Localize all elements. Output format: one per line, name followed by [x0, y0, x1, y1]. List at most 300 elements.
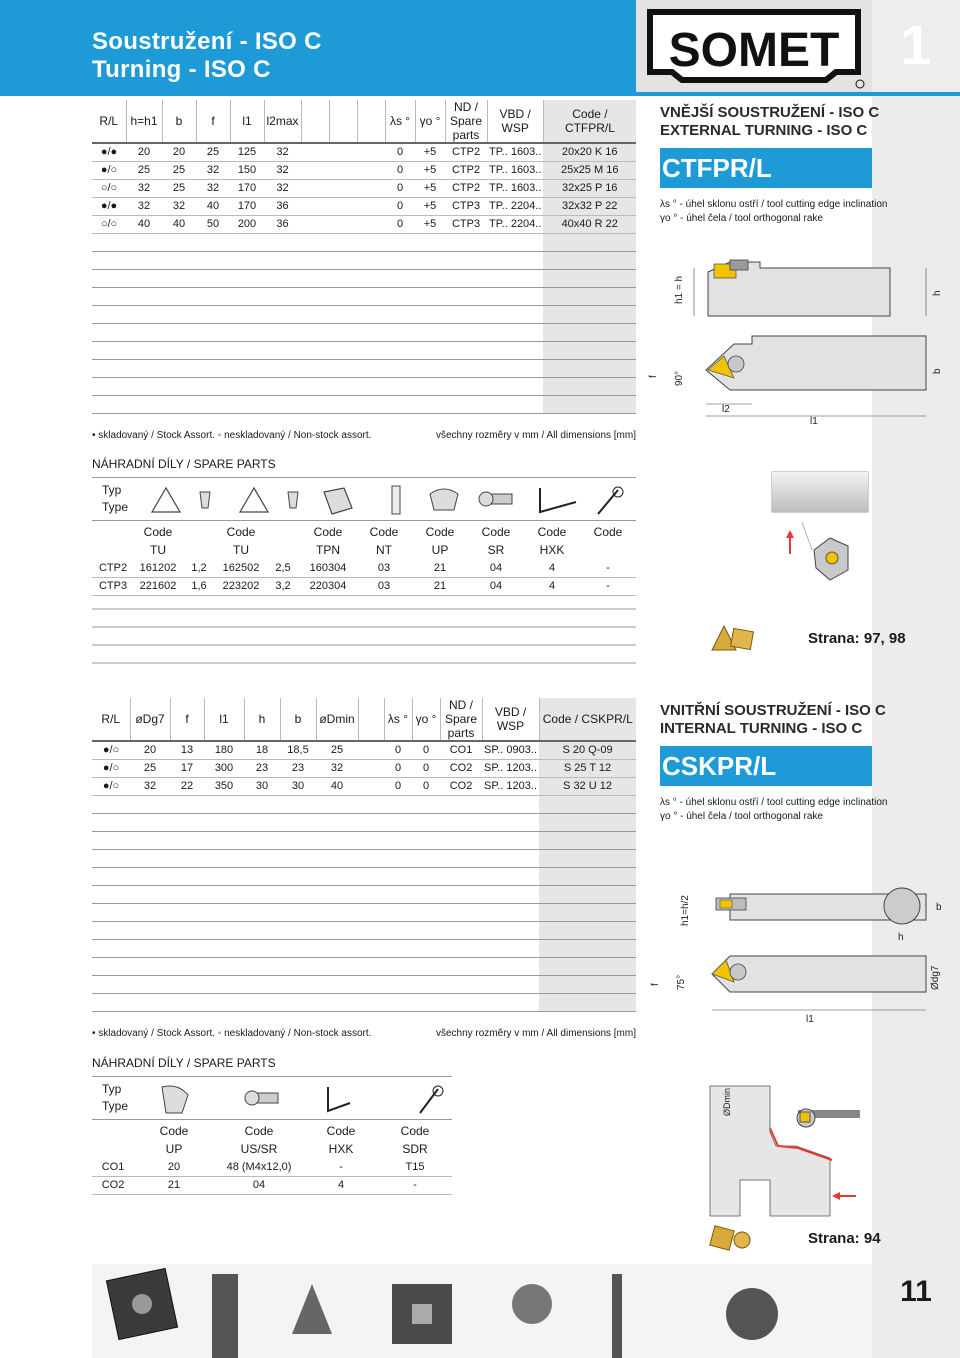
- cell: [357, 161, 385, 179]
- insert-reference-icon: [706, 1222, 766, 1256]
- internal-tool-drawing: [650, 860, 950, 1026]
- label-b: b: [936, 902, 942, 913]
- label-h: h: [898, 932, 904, 943]
- empty-row: [92, 251, 636, 269]
- cell: 350: [204, 777, 244, 795]
- page-ref-2: Strana: 94: [808, 1230, 881, 1247]
- cell: S 32 U 12: [539, 777, 636, 795]
- cell: 1,6: [182, 577, 216, 595]
- product-code: CSKPR/L: [660, 746, 872, 786]
- empty-row: [92, 939, 636, 957]
- col-insert: VBD / WSP: [482, 698, 539, 741]
- parts-col-code: Code: [244, 1124, 274, 1138]
- type-label-cz: Typ: [102, 1082, 122, 1096]
- cell: 0: [385, 161, 415, 179]
- cell: 04: [468, 559, 524, 577]
- cell: TP.. 1603..: [487, 161, 543, 179]
- col-spare-parts: ND / Spare parts: [445, 100, 487, 143]
- cell: S 20 Q-09: [539, 741, 636, 759]
- cell: CO1: [440, 741, 482, 759]
- cell: 25: [162, 179, 196, 197]
- parts-col-code: Code: [537, 525, 567, 539]
- brand-logo: [636, 0, 872, 92]
- cell: [329, 197, 357, 215]
- cell: 25: [162, 161, 196, 179]
- cell: [358, 777, 384, 795]
- type-label-cz: Typ: [102, 483, 122, 497]
- label-d: Ødg7: [930, 965, 941, 990]
- cell: 23: [280, 759, 316, 777]
- cell: 40: [316, 777, 358, 795]
- cell: 21: [134, 1176, 214, 1194]
- gamma-desc: γo ° - úhel čela / tool orthogonal rake: [660, 213, 823, 224]
- lambda-desc: λs ° - úhel sklonu ostří / tool cutting edge inclination: [660, 199, 888, 210]
- cell: 200: [230, 215, 264, 233]
- cell: [301, 215, 329, 233]
- product-photo-strip: [92, 1264, 872, 1358]
- table-row: [92, 1176, 452, 1194]
- col-f: f: [196, 100, 230, 143]
- external-application-drawing: [760, 470, 880, 600]
- cell: ○/○: [92, 215, 126, 233]
- label-b: b: [932, 368, 943, 374]
- parts-col-code: Code: [593, 525, 623, 539]
- table-row: [92, 559, 636, 577]
- parts-empty-lines: [92, 608, 636, 674]
- screwdriver-icon: [598, 490, 618, 514]
- cell: 32: [264, 143, 301, 161]
- header-stripe: [0, 92, 960, 96]
- cell: [301, 143, 329, 161]
- cell: 23: [244, 759, 280, 777]
- col-l1: l1: [204, 698, 244, 741]
- page-ref-1: Strana: 97, 98: [808, 630, 906, 647]
- cell: 221602: [134, 577, 182, 595]
- cell: SP.. 1203..: [482, 759, 539, 777]
- col-h: h: [244, 698, 280, 741]
- section-title-cz: VNĚJŠÍ SOUSTRUŽENÍ - ISO C: [660, 104, 880, 121]
- parts-col-code: Code: [143, 525, 173, 539]
- col-f: f: [170, 698, 204, 741]
- cell: 18,5: [280, 741, 316, 759]
- table-row: [92, 1158, 452, 1176]
- parts-col-code: Code: [226, 525, 256, 539]
- page-number: 11: [900, 1275, 932, 1308]
- cell: 150: [230, 161, 264, 179]
- cell: 25: [196, 143, 230, 161]
- section-title-en: INTERNAL TURNING - ISO C: [660, 720, 863, 737]
- clamp-icon: [162, 1086, 188, 1113]
- empty-row: [92, 269, 636, 287]
- cell: [357, 143, 385, 161]
- stock-legend: • skladovaný / Stock Assort. ◦ neskladovaný / Non-stock assort.: [92, 1028, 372, 1039]
- cell: 22: [170, 777, 204, 795]
- cell: 32: [196, 161, 230, 179]
- table-row: [92, 741, 636, 759]
- col-d: øDg7: [130, 698, 170, 741]
- cell: 20: [162, 143, 196, 161]
- label-l2: l2: [722, 404, 730, 415]
- parts-col-code: Code: [326, 1124, 356, 1138]
- cell: +5: [415, 179, 445, 197]
- parts-col-code: Code: [313, 525, 343, 539]
- parts-col-type: UP: [165, 1142, 183, 1156]
- cell: 36: [264, 215, 301, 233]
- cell: 40: [196, 197, 230, 215]
- hex-key-icon: [540, 488, 576, 512]
- cell: 36: [264, 197, 301, 215]
- empty-row: [92, 849, 636, 867]
- cell: SP.. 0903..: [482, 741, 539, 759]
- cell: [301, 161, 329, 179]
- lambda-desc: λs ° - úhel sklonu ostří / tool cutting edge inclination: [660, 797, 888, 808]
- cell: ○/○: [92, 179, 126, 197]
- cell: 32: [264, 179, 301, 197]
- cell: TP.. 1603..: [487, 179, 543, 197]
- col-b: b: [162, 100, 196, 143]
- type-label-en: Type: [102, 500, 129, 514]
- col-b: b: [280, 698, 316, 741]
- parts-icons-strip: [92, 478, 636, 522]
- external-info: [660, 104, 887, 226]
- col-lambda: λs °: [384, 698, 412, 741]
- empty-row: [92, 921, 636, 939]
- insert-reference-icon: [706, 620, 766, 654]
- parts-col-type: HXK: [328, 1142, 354, 1156]
- cell: 30: [280, 777, 316, 795]
- cell: +5: [415, 143, 445, 161]
- cell: CO2: [92, 1176, 134, 1194]
- cell: CTP3: [92, 577, 134, 595]
- cell: CTP2: [92, 559, 134, 577]
- cell: 3,2: [266, 577, 300, 595]
- col-dmin: øDmin: [316, 698, 358, 741]
- cell: 48 (M4x12,0): [214, 1158, 304, 1176]
- cell: [357, 179, 385, 197]
- parts-col-code: Code: [481, 525, 511, 539]
- cell: [358, 741, 384, 759]
- col-empty: [358, 698, 384, 741]
- cell: CTP3: [445, 215, 487, 233]
- cell: 21: [412, 577, 468, 595]
- cell: 160304: [300, 559, 356, 577]
- empty-row: [92, 287, 636, 305]
- empty-row: [92, 377, 636, 395]
- external-turning-table: [92, 100, 636, 414]
- cell: 0: [412, 759, 440, 777]
- cell: 0: [412, 777, 440, 795]
- cell: 25: [130, 759, 170, 777]
- cell: ●/○: [92, 161, 126, 179]
- cell: [301, 197, 329, 215]
- cell: 1,2: [182, 559, 216, 577]
- cell: +5: [415, 197, 445, 215]
- gamma-desc: γo ° - úhel čela / tool orthogonal rake: [660, 811, 823, 822]
- cell: +5: [415, 215, 445, 233]
- spare-parts-title: NÁHRADNÍ DÍLY / SPARE PARTS: [92, 457, 276, 471]
- table-row: [92, 161, 636, 179]
- empty-row: [92, 831, 636, 849]
- internal-application-drawing: [700, 1076, 872, 1216]
- cell: 25x25 M 16: [543, 161, 636, 179]
- cell: 161202: [134, 559, 182, 577]
- parts-col-code: Code: [369, 525, 399, 539]
- product-code: CTFPR/L: [660, 148, 872, 188]
- parts-type-icons: [92, 477, 636, 521]
- stock-footnote-2: [92, 1028, 636, 1039]
- cell: CO1: [92, 1158, 134, 1176]
- cell: [301, 179, 329, 197]
- col-lambda: λs °: [385, 100, 415, 143]
- cell: CO2: [440, 777, 482, 795]
- cell: 25: [316, 741, 358, 759]
- label-h1: h1 = h: [674, 275, 685, 304]
- cell: 2,5: [266, 559, 300, 577]
- cell: 300: [204, 759, 244, 777]
- dims-note: všechny rozměry v mm / All dimensions [mm]: [435, 1028, 636, 1039]
- cell: 13: [170, 741, 204, 759]
- cell: 03: [356, 577, 412, 595]
- cell: [357, 215, 385, 233]
- cell: 20: [134, 1158, 214, 1176]
- col-l1: l1: [230, 100, 264, 143]
- cell: 0: [384, 777, 412, 795]
- col-rl: R/L: [92, 698, 130, 741]
- clamp-icon: [430, 489, 458, 510]
- parts-col-code: Code: [400, 1124, 430, 1138]
- insert-photo-icon: [726, 1288, 778, 1340]
- spare-parts-title: NÁHRADNÍ DÍLY / SPARE PARTS: [92, 1056, 276, 1070]
- cell: 40: [126, 215, 162, 233]
- cell: 162502: [216, 559, 266, 577]
- cell: 125: [230, 143, 264, 161]
- cell: 40: [162, 215, 196, 233]
- col-rl: R/L: [92, 100, 126, 143]
- cell: CTP2: [445, 161, 487, 179]
- table-row: [92, 143, 636, 161]
- col-empty-2: [329, 100, 357, 143]
- empty-row: [92, 993, 636, 1011]
- cell: T15: [378, 1158, 452, 1176]
- cell: 32x32 P 22: [543, 197, 636, 215]
- label-l1: l1: [810, 416, 818, 427]
- label-h1: h1=h/2: [680, 895, 691, 926]
- hex-key-icon: [328, 1087, 350, 1111]
- label-dmin: ØDmin: [722, 1087, 732, 1116]
- cell: 32: [264, 161, 301, 179]
- cell: 32: [196, 179, 230, 197]
- col-l2max: l2max: [264, 100, 301, 143]
- cell: -: [580, 559, 636, 577]
- cell: [329, 215, 357, 233]
- pin-icon: [392, 486, 400, 514]
- col-empty-1: [301, 100, 329, 143]
- cell: 32: [126, 179, 162, 197]
- empty-row: [92, 323, 636, 341]
- parts-col-type: NT: [376, 543, 392, 557]
- cell: 0: [385, 143, 415, 161]
- parts-col-type: TPN: [316, 543, 340, 557]
- parts-col-type: SR: [487, 543, 505, 557]
- insert-photo-icon: [512, 1284, 552, 1324]
- cell: 20x20 K 16: [543, 143, 636, 161]
- parts-col-type: SDR: [402, 1142, 428, 1156]
- section-title-en: EXTERNAL TURNING - ISO C: [660, 122, 868, 139]
- cell: 32: [130, 777, 170, 795]
- cell: [358, 759, 384, 777]
- empty-row: [92, 359, 636, 377]
- cell: 4: [524, 559, 580, 577]
- col-code: Code / CSKPR/L: [539, 698, 636, 741]
- cell: 32: [126, 197, 162, 215]
- empty-row: [92, 233, 636, 251]
- cell: SP.. 1203..: [482, 777, 539, 795]
- table-row: [92, 759, 636, 777]
- cell: CTP2: [445, 143, 487, 161]
- cell: 170: [230, 179, 264, 197]
- parts-col-type: US/SR: [240, 1142, 278, 1156]
- empty-row: [92, 813, 636, 831]
- cell: 04: [214, 1176, 304, 1194]
- cell: 50: [196, 215, 230, 233]
- cell: 170: [230, 197, 264, 215]
- cell: +5: [415, 161, 445, 179]
- cell: [357, 197, 385, 215]
- cell: CTP3: [445, 197, 487, 215]
- type-label-en: Type: [102, 1099, 129, 1113]
- parts-col-type: UP: [431, 543, 449, 557]
- table-row: [92, 179, 636, 197]
- cell: TP.. 1603..: [487, 143, 543, 161]
- cell: S 25 T 12: [539, 759, 636, 777]
- cell: 18: [244, 741, 280, 759]
- cell: 40x40 R 22: [543, 215, 636, 233]
- col-spare-parts: ND / Spare parts: [440, 698, 482, 741]
- stock-footnote: [92, 430, 636, 441]
- cell: CO2: [440, 759, 482, 777]
- parts-type-icons-2: [92, 1076, 452, 1120]
- internal-info: [660, 702, 887, 824]
- cell: 21: [412, 559, 468, 577]
- cell: [329, 179, 357, 197]
- empty-row: [92, 867, 636, 885]
- dims-note: všechny rozměry v mm / All dimensions [mm]: [435, 430, 636, 441]
- chapter-number: 1: [872, 0, 960, 92]
- cell: 220304: [300, 577, 356, 595]
- table-row: [92, 577, 636, 595]
- header-title-block: [0, 0, 636, 92]
- shim-icon: [152, 488, 180, 512]
- parts-col-code: Code: [425, 525, 455, 539]
- parts-col-type: TU: [150, 543, 166, 557]
- col-code: Code / CTFPR/L: [543, 100, 636, 143]
- empty-row: [92, 885, 636, 903]
- cell: 0: [412, 741, 440, 759]
- somet-logo-icon: [636, 0, 872, 92]
- empty-row: [92, 975, 636, 993]
- cell: -: [580, 577, 636, 595]
- section-title-cz: VNITŘNÍ SOUSTRUŽENÍ - ISO C: [660, 702, 886, 719]
- cell: 0: [385, 215, 415, 233]
- parts-col-type: [580, 541, 636, 559]
- label-f: f: [648, 375, 659, 378]
- cell: 0: [385, 179, 415, 197]
- table-row: [92, 777, 636, 795]
- internal-turning-table: [92, 698, 636, 1012]
- shim-icon: [240, 488, 268, 512]
- cell: ●/●: [92, 143, 126, 161]
- screwdriver-icon: [420, 1089, 438, 1113]
- cell: 25: [126, 161, 162, 179]
- external-spare-parts-table: [92, 523, 636, 596]
- page-title-en: Turning - ISO C: [92, 56, 271, 83]
- cell: TP.. 2204..: [487, 197, 543, 215]
- cell: 32: [316, 759, 358, 777]
- col-gamma: γo °: [412, 698, 440, 741]
- parts-icons-strip: [92, 1077, 452, 1121]
- brand-name: SOMET: [668, 24, 840, 77]
- table-row: [92, 215, 636, 233]
- col-h: h=h1: [126, 100, 162, 143]
- cell: 0: [384, 741, 412, 759]
- cell: 223202: [216, 577, 266, 595]
- cell: -: [304, 1158, 378, 1176]
- cell: 0: [385, 197, 415, 215]
- label-angle: 75°: [676, 974, 687, 990]
- cell: 20: [126, 143, 162, 161]
- empty-row: [92, 341, 636, 359]
- table-row: [92, 197, 636, 215]
- cell: 17: [170, 759, 204, 777]
- empty-row: [92, 305, 636, 323]
- cell: [329, 161, 357, 179]
- page-title-cz: Soustružení - ISO C: [92, 28, 322, 55]
- parts-col-code: Code: [159, 1124, 189, 1138]
- external-tool-drawing: [650, 240, 950, 430]
- col-empty-3: [357, 100, 385, 143]
- cell: TP.. 2204..: [487, 215, 543, 233]
- cell: 32: [162, 197, 196, 215]
- cell: 0: [384, 759, 412, 777]
- cell: -: [378, 1176, 452, 1194]
- stock-legend: • skladovaný / Stock Assort. ◦ neskladovaný / Non-stock assort.: [92, 430, 372, 441]
- label-f: f: [650, 983, 661, 986]
- cell: 32x25 P 16: [543, 179, 636, 197]
- col-insert: VBD / WSP: [487, 100, 543, 143]
- cell: ●/●: [92, 197, 126, 215]
- cell: 30: [244, 777, 280, 795]
- label-angle: 90°: [674, 370, 685, 386]
- col-gamma: γo °: [415, 100, 445, 143]
- cell: ●/○: [92, 759, 130, 777]
- parts-col-type: HXK: [539, 543, 565, 557]
- empty-row: [92, 903, 636, 921]
- label-h: h: [932, 290, 943, 296]
- empty-row: [92, 957, 636, 975]
- cell: 03: [356, 559, 412, 577]
- internal-spare-parts-table: [92, 1122, 452, 1195]
- cell: 20: [130, 741, 170, 759]
- cell: 180: [204, 741, 244, 759]
- empty-row: [92, 795, 636, 813]
- cell: CTP2: [445, 179, 487, 197]
- label-l1: l1: [806, 1014, 814, 1025]
- cell: ●/○: [92, 741, 130, 759]
- cell: 04: [468, 577, 524, 595]
- cell: 4: [524, 577, 580, 595]
- parts-col-type: TU: [233, 543, 249, 557]
- cell: ●/○: [92, 777, 130, 795]
